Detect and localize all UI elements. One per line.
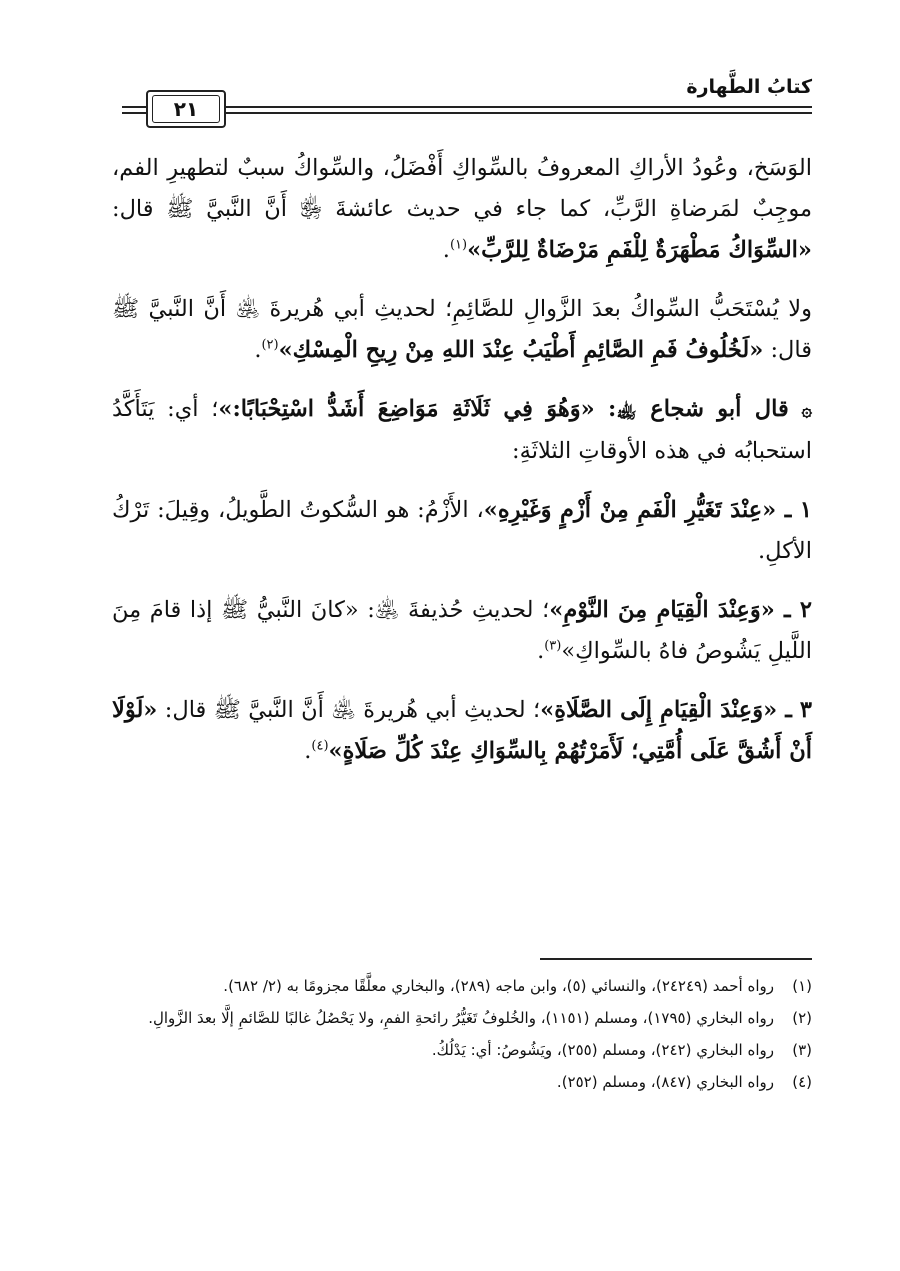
footnote-text: رواه البخاري (٨٤٧)، ومسلم (٢٥٢).	[556, 1073, 774, 1091]
footnote-number: (١)	[792, 977, 812, 995]
item-number: ٢ ـ	[774, 597, 812, 623]
footnote-ref: (٤)	[311, 738, 329, 754]
footnote-text: رواه البخاري (٢٤٢)، ومسلم (٢٥٥)، ويَشُوصُ: أي: يَدْلُكُ.	[431, 1041, 774, 1059]
page-number: ٢١	[152, 95, 220, 123]
chapter-title: كتابُ الطَّهارة	[686, 76, 812, 98]
matn-quote: قال أبو شجاع ﵀: «وَهُوَ فِي ثَلَاثَةِ مَوَاضِعَ أَشَدُّ اسْتِحْبَابًا:»	[218, 396, 789, 422]
hadith-quote: «لَوْلَا أَنْ أَشُقَّ عَلَى أُمَّتِي؛ لَأَمَرْتُهُمْ بِالسِّوَاكِ عِنْدَ كُلِّ صَلَاةٍ»	[112, 697, 812, 764]
item-number: ٣ ـ	[777, 697, 812, 723]
paragraph-text: .	[254, 337, 262, 363]
paragraph-text: .	[537, 638, 545, 664]
paragraph-5	[112, 590, 812, 672]
footnote-2	[112, 1004, 812, 1032]
footnotes	[112, 972, 812, 1100]
footnote-ref: (٢)	[261, 337, 279, 353]
page-header	[122, 72, 812, 132]
section-marker-icon: ۞	[801, 400, 812, 421]
paragraph-1	[112, 148, 812, 271]
footnote-number: (٣)	[792, 1041, 812, 1059]
paragraph-text: الوَسَخ، وعُودُ الأراكِ المعروفُ بالسِّواكِ أَفْضَلُ، والسِّواكُ سببٌ لتطهيرِ الفم، موجِبٌ لمَرضاةِ الرَّبِّ، كما جاء في حديث عائشةَ ﵂ أَنَّ النَّبيَّ ﷺ قال:	[112, 155, 812, 222]
footnote-3	[112, 1036, 812, 1064]
footnote-text: رواه أحمد (٢٤٢٤٩)، والنسائي (٥)، وابن ماجه (٢٨٩)، والبخاري معلَّقًا مجزومًا به (٢/ ٦٨٢).	[223, 977, 774, 995]
paragraph-2	[112, 289, 812, 371]
paragraph-6	[112, 690, 812, 772]
item-number: ١ ـ	[776, 497, 812, 523]
paragraph-text	[789, 396, 802, 422]
main-text	[112, 148, 812, 790]
page-number-frame	[146, 90, 226, 128]
paragraph-text: ؛ لحديثِ أبي هُريرةَ ﵁ أَنَّ النَّبيَّ ﷺ قال:	[157, 697, 541, 723]
paragraph-text: ؛ أي: يَتَأَكَّدُ استحبابُه في هذه الأوقاتِ الثلاثَةِ:	[112, 396, 812, 464]
paragraph-4	[112, 490, 812, 572]
footnote-number: (٤)	[792, 1073, 812, 1091]
footnote-separator	[540, 958, 812, 960]
paragraph-text: .	[304, 738, 312, 764]
paragraph-text: ؛ لحديثِ حُذيفةَ ﵁: «كانَ النَّبيُّ ﷺ إذا قامَ مِنَ اللَّيلِ يَشُوصُ فاهُ بالسِّواكِ»	[112, 597, 812, 664]
matn-quote: «وَعِنْدَ الْقِيَامِ مِنَ النَّوْمِ»	[549, 597, 775, 623]
matn-quote: «عِنْدَ تَغَيُّرِ الْفَمِ مِنْ أَزْمٍ وَغَيْرِهِ»	[483, 497, 777, 523]
matn-quote: «وَعِنْدَ الْقِيَامِ إِلَى الصَّلَاةِ»	[540, 697, 778, 723]
footnote-ref: (٣)	[544, 638, 562, 654]
hadith-quote: «لَخُلُوفُ فَمِ الصَّائِمِ أَطْيَبُ عِنْدَ اللهِ مِنْ رِيحِ الْمِسْكِ»	[278, 337, 764, 363]
paragraph-3	[112, 389, 812, 472]
footnote-number: (٢)	[792, 1009, 812, 1027]
paragraph-text: ، الأَزْمُ: هو السُّكوتُ الطَّويلُ، وقِيلَ: تَرْكُ الأكلِ.	[112, 497, 812, 564]
footnote-ref: (١)	[449, 237, 468, 253]
footnote-1	[112, 972, 812, 1000]
footnote-4	[112, 1068, 812, 1096]
hadith-quote: «السِّوَاكُ مَطْهَرَةٌ لِلْفَمِ مَرْضَاةٌ لِلرَّبِّ»	[467, 237, 812, 263]
paragraph-text: ولا يُسْتَحَبُّ السِّواكُ بعدَ الزَّوالِ للصَّائِمِ؛ لحديثِ أبي هُريرةَ ﵁ أَنَّ النَّبيَّ ﷺ قال:	[112, 296, 812, 363]
paragraph-text: .	[442, 237, 450, 263]
footnote-text: رواه البخاري (١٧٩٥)، ومسلم (١١٥١)، والخُلوفُ تَغَيُّرُ رائحةِ الفمِ، ولا يَحْصُلُ غالبًا للصَّائمِ إلَّا بعدَ الزَّوالِ.	[148, 1009, 774, 1027]
